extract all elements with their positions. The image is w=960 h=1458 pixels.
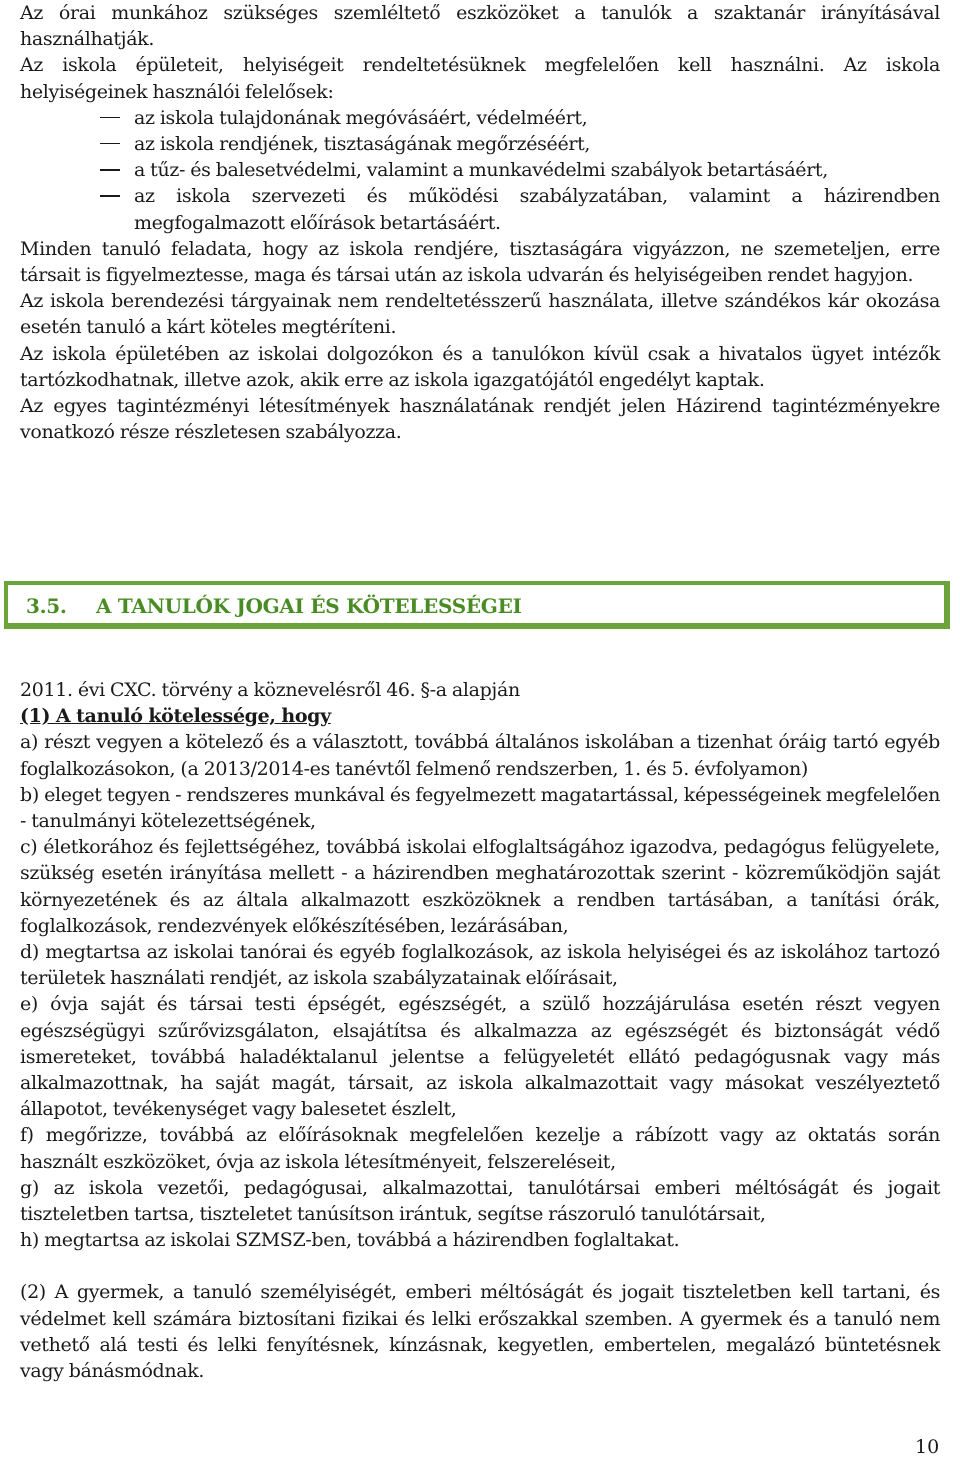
paragraph-dignity: (2) A gyermek, a tanuló személyiségét, emberi méltóságát és jogait tiszteletben kell tartani, és védelmet kell számára biztosítani fizikai és lelki erőszakkal szemben. A gyermek és a tanuló nem vethető alá testi és lelki fenyítésnek, kínzásnak, kegyetlen, embertelen, megalázó büntetésnek vagy bánásmódnak. xyxy=(20,1281,940,1383)
duty-item-h: h) megtartsa az iskolai SZMSZ-ben, továbbá a házirendben foglaltakat. xyxy=(20,1229,680,1252)
top-text-block xyxy=(20,0,940,445)
paragraph-student-duty: Minden tanuló feladata, hogy az iskola rendjére, tisztaságára vigyázzon, ne szemeteljen, erre társait is figyelmeztesse, maga és társai után az iskola udvarán és helyiségeiben rendet hagyjon. xyxy=(20,237,940,287)
duty-item-c: c) életkorához és fejlettségéhez, továbbá iskolai elfoglaltságához igazodva, pedagógus felügyelete, szükség esetén irányítása mellett - a házirendben meghatározottak szerint - közreműködjön saját környezetének és az általa alkalmazott eszközöknek a rendben tartásában, a tanítási órák, foglalkozások, rendezvények előkészítésében, lezárásában, xyxy=(20,836,940,937)
section-number: 3.5. xyxy=(26,594,67,618)
list-item: az iskola szervezeti és működési szabályzatában, valamint a házirendben megfogalmazott előírások betartásáért. xyxy=(20,183,940,235)
paragraph-gap xyxy=(20,1253,940,1279)
list-item: az iskola tulajdonának megóvásáért, védelméért, xyxy=(20,105,940,131)
list-item: a tűz- és balesetvédelmi, valamint a munkavédelmi szabályok betartásáért, xyxy=(20,157,940,183)
law-reference: 2011. évi CXC. törvény a köznevelésről 46. §-a alapján xyxy=(20,679,520,701)
page-number: 10 xyxy=(915,1436,940,1458)
dash-bullet-icon xyxy=(100,117,120,118)
duty-item-d: d) megtartsa az iskolai tanórai és egyéb foglalkozások, az iskola helyiségei és az iskolához tartozó területek használati rendjét, az iskola szabályzatainak előírásait, xyxy=(20,941,940,990)
paragraph-member-institutions: Az egyes tagintézményi létesítmények használatának rendjét jelen Házirend tagintézményekre vonatkozó része részletesen szabályozza. xyxy=(20,395,940,444)
duties-heading: (1) A tanuló kötelessége, hogy xyxy=(20,705,331,728)
list-item: az iskola rendjének, tisztaságának megőrzéséért, xyxy=(20,131,940,157)
dash-bullet-icon xyxy=(100,169,120,170)
paragraph-damage: Az iskola berendezési tárgyainak nem rendeltetésszerű használata, illetve szándékos kár okozása esetén tanuló a kárt köteles megtéríteni. xyxy=(20,290,940,339)
duty-item-e: e) óvja saját és társai testi épségét, egészségét, a szülő hozzájárulása esetén részt vegyen egészségügyi szűrővizsgálaton, elsajátítsa és alkalmazza az egészségét és biztonságát védő ismereteket, továbbá haladéktalanul jelentse a felügyeletét ellátó pedagógusnak vagy más alkalmazottnak, ha saját magát, társait, az iskola alkalmazottait vagy másokat veszélyeztető állapotot, tevékenységet vagy balesetet észlelt, xyxy=(20,993,940,1121)
duty-item-b: b) eleget tegyen - rendszeres munkával és fegyelmezett magatartással, képességeinek megfelelően - tanulmányi kötelezettségének, xyxy=(20,783,940,833)
duty-item-a: a) részt vegyen a kötelező és a választott, továbbá általános iskolában a tizenhat óráig tartó egyéb foglalkozásokon, (a 2013/2014-es tanévtől felmenő rendszerben, 1. és 5. évfolyamon) xyxy=(20,731,940,780)
section-title xyxy=(26,594,522,618)
section-title-text: A TANULÓK JOGAI ÉS KÖTELESSÉGEI xyxy=(96,594,522,618)
dash-bullet-icon xyxy=(100,143,120,144)
law-text-block xyxy=(20,677,940,1384)
paragraph-building-usage: Az iskola épületeit, helyiségeit rendeltetésüknek megfelelően kell használni. Az iskola helyiségeinek használói felelősek: xyxy=(20,54,940,103)
responsibility-list xyxy=(20,105,940,236)
paragraph-teaching-tools: Az órai munkához szükséges szemléltető eszközöket a tanulók a szaktanár irányításával használhatják. xyxy=(20,2,940,51)
duty-item-g: g) az iskola vezetői, pedagógusai, alkalmazottai, tanulótársai emberi méltóságát és jogait tiszteletben tartsa, tiszteletet tanúsítson irántuk, segítse rászoruló tanulótársait, xyxy=(20,1176,940,1226)
paragraph-visitors: Az iskola épületében az iskolai dolgozókon és a tanulókon kívül csak a hivatalos ügyet intézők tartózkodhatnak, illetve azok, akik erre az iskola igazgatójától engedélyt kaptak. xyxy=(20,342,940,391)
section-heading-box xyxy=(4,581,950,629)
duty-item-f: f) megőrizze, továbbá az előírásoknak megfelelően kezelje a rábízott vagy az oktatás során használt eszközöket, óvja az iskola létesítményeit, felszereléseit, xyxy=(20,1124,940,1173)
dash-bullet-icon xyxy=(100,195,120,196)
